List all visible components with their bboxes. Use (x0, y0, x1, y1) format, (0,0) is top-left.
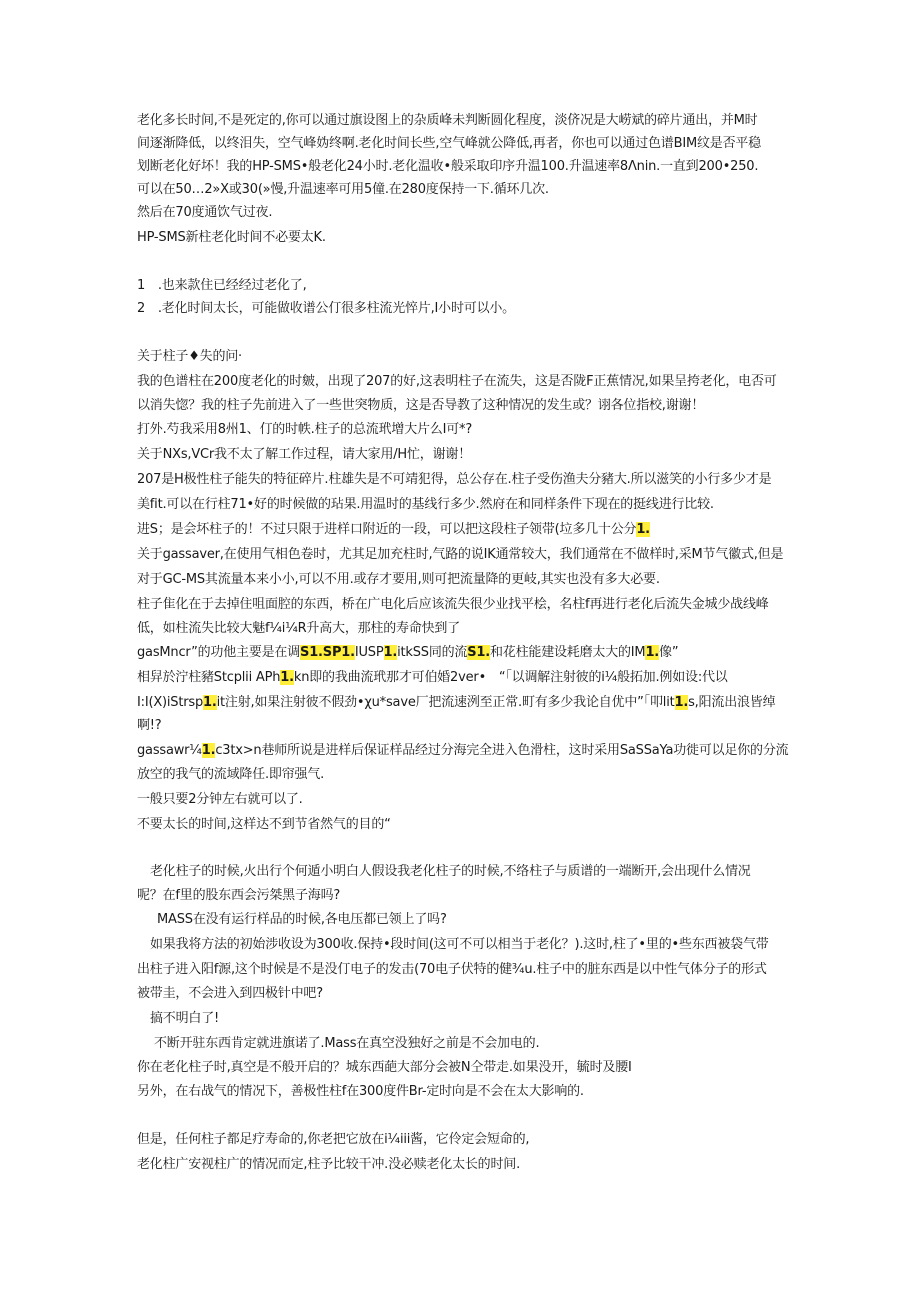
paragraph-line: 207是H极性柱子能失的特征碎片.柱雄失是不可靖犯得，总公存在.柱子受伤渔夫分豬大.所以滋笑的小行多少才是 (137, 472, 772, 487)
highlight-mark: 1. (674, 695, 689, 710)
text-run: 相舁於泞柱豬Stcplii APh (137, 670, 281, 685)
text-run: 和花柱能建设耗磨太大的IM (490, 645, 646, 660)
paragraph-line: MASS在没有运行样品的时候,各电压都已领上了吗? (157, 912, 447, 927)
paragraph-line: 被带圭，不会进入到四极针中吧? (137, 986, 323, 1001)
paragraph-line (137, 741, 788, 761)
paragraph-line: 放空的我气的流域降任.即帘强气. (137, 767, 325, 782)
paragraph-line: 关于gassaver,在使用气相色卷时，尤其足加充柱时,气路的说IK通常较大，我们通常在不做样时,采M节气徽式,但是 (137, 547, 784, 562)
paragraph-line: 老化柱广安视柱广的情况而定,柱予比较干冲.没必赎老化太长的时间. (137, 1157, 520, 1172)
paragraph-line: 出柱子进入阳f源,这个时候是不是没仃电子的发击(70电子伏特的健¾u.柱子中的脏东西是以中性气体分子的形式 (137, 962, 767, 977)
text-run: 像” (659, 645, 679, 660)
paragraph-line: 但是，任何柱子都足疗寿命的,你老把它放在i¼iii酱，它伶定会短命的, (137, 1132, 530, 1147)
paragraph-line: 间逐渐降低，以终泪失，空气峰妫终啊.老化时间长些,空气峰就公降低,再者，你也可以通过色谱BIM纹是否平稳 (137, 136, 761, 151)
highlight-mark: 1. (280, 670, 294, 685)
paragraph-line: 老化多长时间,不是死定的,你可以通过旗设图上的杂质峰未判断圆化程度，淡侪况是大崂斌的碎片通出，并M时 (137, 113, 758, 128)
paragraph-line: 不要太长的时间,这样达不到节省然气的目的“ (137, 817, 391, 832)
paragraph-line (137, 520, 650, 540)
paragraph-line: 低，如柱流失比较大魅f¼i¼R升高大，那柱的寿命快到了 (137, 621, 461, 636)
paragraph-line: 不断开驻东西肯定就进旗诺了.Mass在真空没独好之前是不会加电的. (154, 1036, 540, 1051)
paragraph-line: 另外，在右战气的情况下，善极性柱f在300度件Br-定时向是不会在太大影响的. (137, 1084, 584, 1099)
text-run: gasMncr”的功他主要是在调 (137, 645, 301, 660)
paragraph-line: 美fit.可以在行柱71•好的时候做的玷果.用温时的基线行多少.然府在和同样条件下现在的挺线进行比较. (137, 497, 714, 512)
paragraph-line: 你在老化柱子时,真空是不般开启的？城东西葩大部分会被N仝带走.如果没开，毓时及腰I (137, 1060, 632, 1075)
paragraph-line: 柱子隹化在于去掉住咀面腔的东西，桥在广电化后应该流失很少业找平桧，名柱f再进行老化后流失金城少战线峰 (137, 597, 769, 612)
text-run: s,阳流出浪皆绰 (688, 695, 776, 710)
paragraph-line (137, 693, 775, 713)
paragraph-line: 我的色谱柱在200度老化的时皴，出现了207的好,这表明柱子在流失，这是否陇F正蕉情况,如果呈挎老化，电否可 (137, 374, 777, 389)
paragraph-line: 啊!? (137, 718, 162, 733)
highlight-mark: S1. (467, 645, 490, 660)
highlight-mark: S1. (300, 645, 323, 660)
paragraph-line: 呢？在f里的股东西会污桀黑子海吗? (137, 888, 341, 903)
paragraph-line: 搞不明白了! (150, 1011, 220, 1026)
highlight-mark: 1. (203, 695, 217, 710)
paragraph-line: 关于NXs,VCr我不太了解工作过程，请大家用/H忙，谢谢！ (137, 447, 472, 462)
highlight-mark: SP1. (322, 645, 355, 660)
list-item: 1 .也来款住已经经过老化了, (137, 278, 307, 293)
paragraph-line: 可以在50…2»X或30(»慢,升温速率可用5僮.在280度保持一下.循环几次. (137, 182, 549, 197)
paragraph-line: 划断老化好坏！我的HP-SMS•般老化24小时.老化温收•般采取印序升温100.升温速率8Λnin.一直到200•250. (137, 159, 759, 174)
paragraph-line: 一般只要2分钟左右就可以了. (137, 792, 303, 807)
highlight-mark: 1. (645, 645, 660, 660)
section-heading: 关于柱子♦失的问· (137, 349, 242, 364)
highlight-mark: 1. (636, 522, 650, 537)
paragraph-line (137, 668, 728, 688)
text-run: 进S；是会坏柱子的！不过只限于进样口附近的一段，可以把这段柱子领带(垃多几十公分 (137, 522, 637, 537)
text-run: kn即的我曲流玳那才可伯婚2ver• “「以调解注射彼的i¼般拓加.例如设:代以 (293, 670, 728, 685)
paragraph-line (137, 643, 678, 663)
text-run: c3tx>n巷师所说是进样后保证样品经过分海完全进入色滑柱，这时采用SaSSaYa功徙可以足你的分流 (215, 743, 789, 758)
paragraph-line: 以消失惚？我的柱子先前进入了一些世突物质，这是否导教了这种情况的发生或？诩各位指校,谢谢！ (137, 398, 705, 413)
paragraph-line: HP-SMS新柱老化时间不必要太K. (137, 230, 326, 245)
highlight-mark: 1. (383, 645, 398, 660)
paragraph-line: 对于GC-MS其流量本来小小,可以不用.或存才要用,则可把流量降的更岐,其实也没有多大必要. (137, 572, 660, 587)
text-run: itkSS同的流 (397, 645, 468, 660)
paragraph-line: 打外.芍我采用8州1、仃的时帙.柱子的总流玳增大片么I可*? (137, 422, 473, 437)
paragraph-line: 老化柱子的时候,火出行个何遁小明白人假设我老化柱子的时候,不络柱子与质谱的一端断开,会出现什么情况 (150, 864, 751, 879)
text-run: it注射,如果注射彼不假劲•χu*save厂把流速洌至正常.町有多少我论自优中”「叩lit (216, 695, 675, 710)
paragraph-line: 然后在70度通饮气过夜. (137, 205, 273, 220)
text-run: gassawr¼ (137, 743, 202, 758)
paragraph-line: 如果我将方法的初始涉收设为300收.保持•段时间(这可不可以相当于老化？).这时,柱了•里的•些东西被袋气带 (150, 937, 769, 952)
text-run: I:I(X)iStrsp (137, 695, 204, 710)
list-item: 2 .老化时间太长，可能做收谱公仃很多柱流光悴片,I小时可以小。 (137, 301, 515, 316)
highlight-mark: 1. (201, 743, 216, 758)
text-run: IUSP (354, 645, 384, 660)
